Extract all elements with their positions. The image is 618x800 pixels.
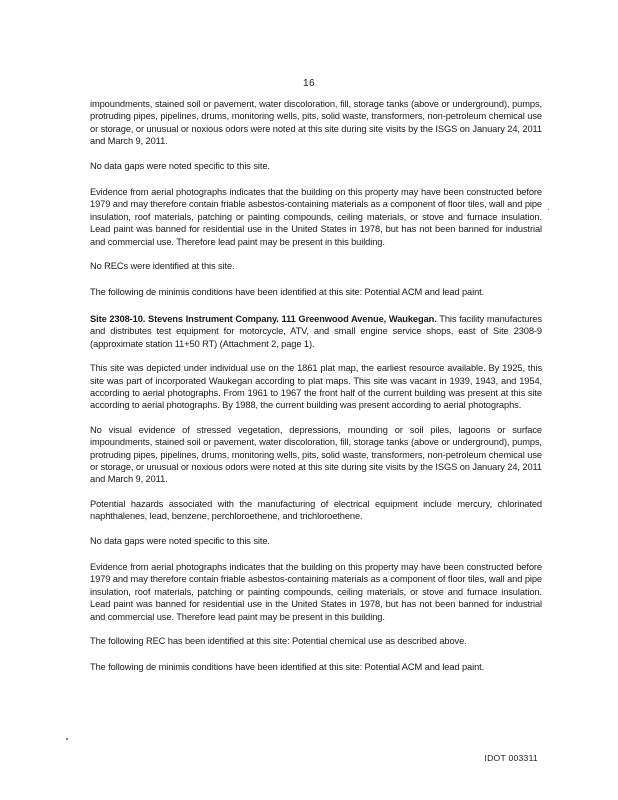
paragraph-visual-evidence: No visual evidence of stressed vegetation, depressions, mounding or soil piles, lagoons or surface impoundments, stained soil or pavement, water discoloration, fill, storage tanks (above or underground), pumps, protruding pipes, pipelines, drums, monitoring wells, pits, solid waste, transformers, non-petroleum chemical use or storage, or unusual or noxious odors were noted at this site during site visits by the ISGS on January 24, 2011 and March 9, 2011.	[90, 424, 542, 485]
paragraph-continuation: impoundments, stained soil or pavement, water discoloration, fill, storage tanks (above or underground), pumps, protruding pipes, pipelines, drums, monitoring wells, pits, solid waste, transformers, non-petroleum chemical use or storage, or unusual or noxious odors were noted at this site during site visits by the ISGS on January 24, 2011 and March 9, 2011.	[90, 99, 542, 147]
site-description: This facility manufactures and distributes test equipment for motorcycle, ATV, and small engine service shops, east of Site 2308-9 (approximate station 11+50 RT) (Attachment 2, page 1).	[90, 313, 542, 349]
paragraph-no-recs: No RECs were identified at this site.	[90, 261, 235, 272]
paragraph-data-gaps-2: No data gaps were noted specific to this site.	[90, 535, 270, 546]
bates-number: IDOT 003311	[484, 753, 538, 763]
paragraph-history: This site was depicted under individual use on the 1861 plat map, the earliest resource available. By 1925, this site was part of incorporated Waukegan according to plat maps. This site was vacant in 1939, 1943, and 1954, according to aerial photographs. From 1961 to 1967 the front half of the current building was present at this site according to aerial photographs. By 1988, the current building was present according to aerial photographs.	[90, 363, 542, 411]
scan-speck	[66, 738, 68, 740]
scan-speck	[548, 209, 549, 210]
paragraph-hazards: Potential hazards associated with the manufacturing of electrical equipment include mercury, chlorinated naphthalenes, lead, benzene, perchloroethene, and trichloroethene.	[90, 498, 542, 522]
page-number: 16	[302, 78, 316, 89]
paragraph-asbestos-2: Evidence from aerial photographs indicates that the building on this property may have been constructed before 1979 and may therefore contain friable asbestos-containing materials as a component of floor tiles, wall and pipe insulation, roof materials, patching or painting compounds, ceiling materials, or stove and furnace insulation. Lead paint was banned for residential use in the United States in 1978, but has not been banned for industrial and commercial use. Therefore lead paint may be present in this building.	[90, 561, 542, 622]
site-heading: Site 2308-10. Stevens Instrument Company. 111 Greenwood Avenue, Waukegan.	[90, 313, 437, 324]
body-text	[90, 98, 542, 688]
paragraph-asbestos: Evidence from aerial photographs indicates that the building on this property may have been constructed before 1979 and may therefore contain friable asbestos-containing materials as a component of floor tiles, wall and pipe insulation, roof materials, patching or painting compounds, ceiling materials, or stove and furnace insulation. Lead paint was banned for residential use in the United States in 1978, but has not been banned for industrial and commercial use. Therefore lead paint may be present in this building.	[90, 187, 542, 247]
paragraph-de-minimis-2: The following de minimis conditions have been identified at this site: Potential ACM and lead paint.	[90, 662, 485, 673]
paragraph-rec: The following REC has been identified at this site: Potential chemical use as described above.	[90, 636, 467, 646]
paragraph-de-minimis: The following de minimis conditions have been identified at this site: Potential ACM and lead paint.	[90, 287, 485, 298]
site-paragraph	[90, 313, 542, 350]
paragraph-data-gaps: No data gaps were noted specific to this site.	[90, 160, 270, 171]
